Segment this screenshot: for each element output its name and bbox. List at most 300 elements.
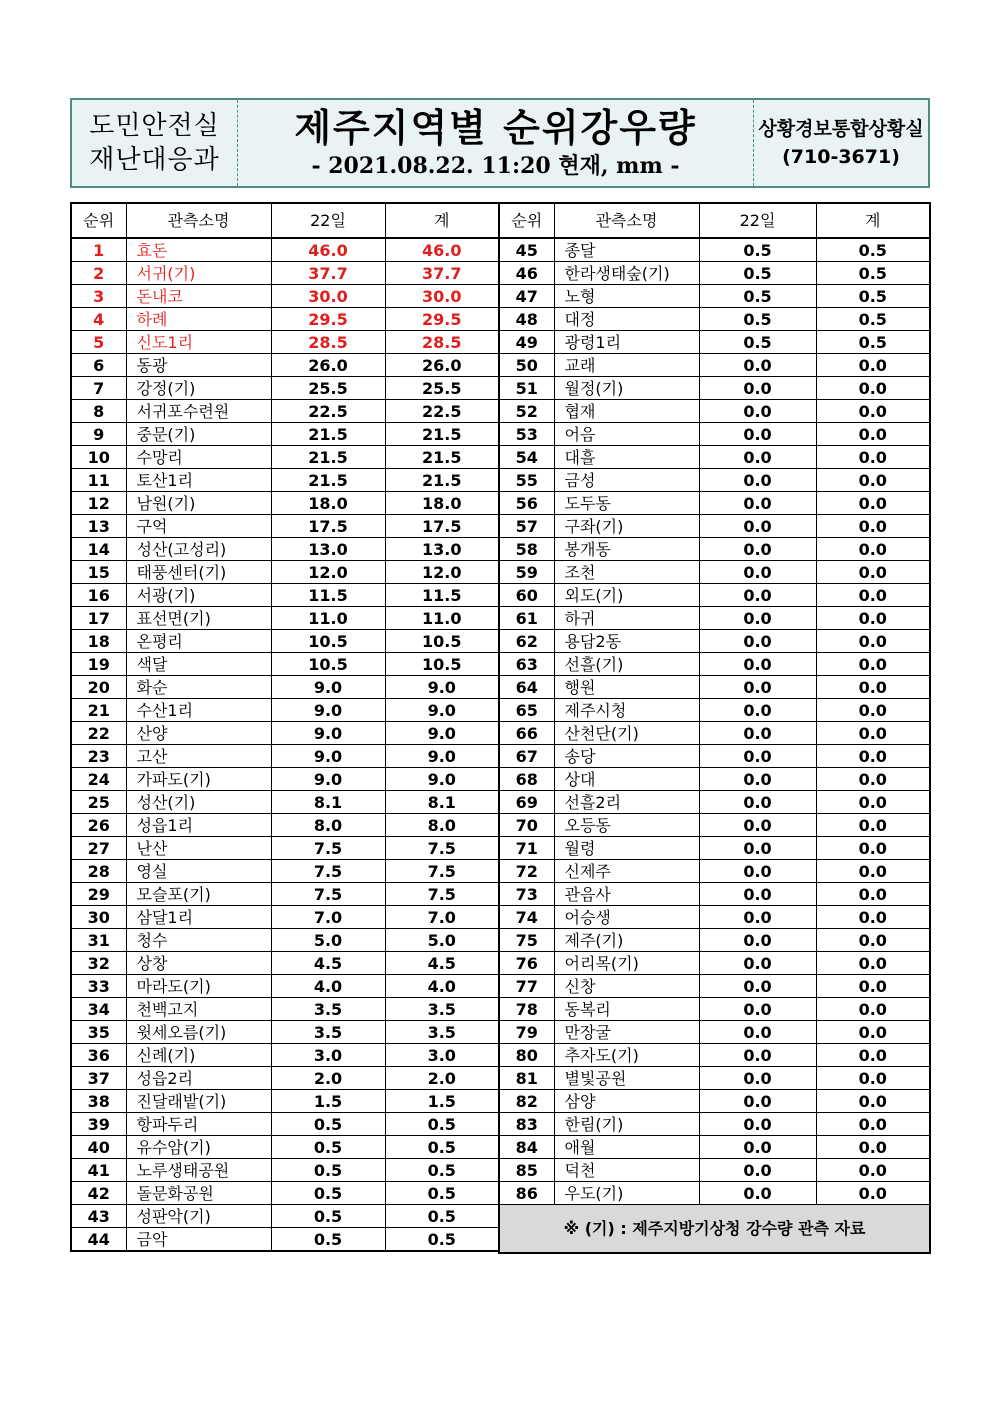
table-row [499, 653, 930, 676]
rank-cell: 23 [71, 745, 126, 768]
station-cell: 어승생 [554, 906, 699, 929]
day-rainfall-cell: 5.0 [271, 929, 385, 952]
total-rainfall-cell: 0.0 [816, 1021, 930, 1044]
rank-cell: 65 [499, 699, 554, 722]
table-row [499, 492, 930, 515]
page-title: 제주지역별 순위강우량 [294, 106, 697, 150]
day-rainfall-cell: 0.0 [699, 814, 816, 837]
table-row [499, 883, 930, 906]
rank-cell: 25 [71, 791, 126, 814]
total-rainfall-cell: 2.0 [385, 1067, 499, 1090]
table-row [499, 1159, 930, 1182]
total-rainfall-cell: 0.0 [816, 354, 930, 377]
table-row [71, 1136, 499, 1159]
station-cell: 성읍1리 [126, 814, 271, 837]
table-row [71, 722, 499, 745]
rank-cell: 45 [499, 238, 554, 262]
rank-cell: 35 [71, 1021, 126, 1044]
table-row [499, 469, 930, 492]
day-rainfall-cell: 0.0 [699, 492, 816, 515]
total-rainfall-cell: 0.0 [816, 561, 930, 584]
table-row [499, 538, 930, 561]
total-rainfall-cell: 18.0 [385, 492, 499, 515]
station-cell: 금악 [126, 1228, 271, 1252]
total-rainfall-cell: 10.5 [385, 630, 499, 653]
table-row [71, 331, 499, 354]
rank-cell: 7 [71, 377, 126, 400]
day-rainfall-cell: 9.0 [271, 699, 385, 722]
day-rainfall-cell: 0.0 [699, 722, 816, 745]
station-cell: 남원(기) [126, 492, 271, 515]
column-header-total: 계 [385, 203, 499, 238]
rank-cell: 15 [71, 561, 126, 584]
table-row [499, 630, 930, 653]
office-phone: (710-3671) [782, 146, 900, 168]
day-rainfall-cell: 0.0 [699, 699, 816, 722]
station-cell: 조천 [554, 561, 699, 584]
rank-cell: 13 [71, 515, 126, 538]
column-header-day: 22일 [699, 203, 816, 238]
table-row [499, 906, 930, 929]
table-header-row [71, 203, 499, 238]
station-cell: 돈내코 [126, 285, 271, 308]
table-row [499, 1067, 930, 1090]
rank-cell: 71 [499, 837, 554, 860]
station-cell: 마라도(기) [126, 975, 271, 998]
rank-cell: 31 [71, 929, 126, 952]
total-rainfall-cell: 0.0 [816, 699, 930, 722]
station-cell: 구억 [126, 515, 271, 538]
total-rainfall-cell: 0.0 [816, 722, 930, 745]
department-line-1: 도민안전실 [89, 111, 220, 141]
day-rainfall-cell: 26.0 [271, 354, 385, 377]
table-row [71, 860, 499, 883]
total-rainfall-cell: 21.5 [385, 469, 499, 492]
rank-cell: 27 [71, 837, 126, 860]
day-rainfall-cell: 0.0 [699, 584, 816, 607]
rank-cell: 10 [71, 446, 126, 469]
rank-cell: 29 [71, 883, 126, 906]
table-row [71, 676, 499, 699]
station-cell: 관음사 [554, 883, 699, 906]
table-row [499, 584, 930, 607]
table-row [499, 768, 930, 791]
day-rainfall-cell: 0.5 [271, 1136, 385, 1159]
station-cell: 용담2동 [554, 630, 699, 653]
day-rainfall-cell: 0.0 [699, 1159, 816, 1182]
rank-cell: 81 [499, 1067, 554, 1090]
station-cell: 상대 [554, 768, 699, 791]
rank-cell: 32 [71, 952, 126, 975]
total-rainfall-cell: 30.0 [385, 285, 499, 308]
office-name: 상황경보통합상황실 [758, 118, 924, 140]
total-rainfall-cell: 0.5 [816, 285, 930, 308]
station-cell: 동광 [126, 354, 271, 377]
day-rainfall-cell: 0.0 [699, 860, 816, 883]
total-rainfall-cell: 9.0 [385, 699, 499, 722]
rainfall-table-right [498, 202, 931, 1254]
table-row [499, 860, 930, 883]
total-rainfall-cell: 0.0 [816, 745, 930, 768]
total-rainfall-cell: 0.0 [816, 1182, 930, 1205]
total-rainfall-cell: 0.0 [816, 1090, 930, 1113]
day-rainfall-cell: 0.0 [699, 791, 816, 814]
station-cell: 상창 [126, 952, 271, 975]
total-rainfall-cell: 0.0 [816, 469, 930, 492]
table-row [499, 1182, 930, 1205]
table-row [71, 377, 499, 400]
day-rainfall-cell: 4.0 [271, 975, 385, 998]
day-rainfall-cell: 0.0 [699, 561, 816, 584]
table-row [71, 975, 499, 998]
station-cell: 금성 [554, 469, 699, 492]
day-rainfall-cell: 21.5 [271, 423, 385, 446]
table-row [71, 515, 499, 538]
total-rainfall-cell: 11.0 [385, 607, 499, 630]
table-row [71, 446, 499, 469]
rank-cell: 85 [499, 1159, 554, 1182]
total-rainfall-cell: 4.0 [385, 975, 499, 998]
page-subtitle: - 2021.08.22. 11:20 현재, mm - [311, 153, 680, 179]
table-row [499, 561, 930, 584]
total-rainfall-cell: 0.0 [816, 998, 930, 1021]
total-rainfall-cell: 12.0 [385, 561, 499, 584]
report-header [70, 98, 930, 188]
day-rainfall-cell: 9.0 [271, 768, 385, 791]
station-cell: 천백고지 [126, 998, 271, 1021]
rank-cell: 63 [499, 653, 554, 676]
table-row [71, 1159, 499, 1182]
table-row [71, 1090, 499, 1113]
rank-cell: 64 [499, 676, 554, 699]
station-cell: 신창 [554, 975, 699, 998]
table-row [499, 952, 930, 975]
day-rainfall-cell: 0.0 [699, 952, 816, 975]
day-rainfall-cell: 7.0 [271, 906, 385, 929]
station-cell: 교래 [554, 354, 699, 377]
day-rainfall-cell: 21.5 [271, 446, 385, 469]
total-rainfall-cell: 0.0 [816, 607, 930, 630]
rank-cell: 36 [71, 1044, 126, 1067]
rank-cell: 19 [71, 653, 126, 676]
day-rainfall-cell: 0.5 [271, 1113, 385, 1136]
day-rainfall-cell: 0.0 [699, 1113, 816, 1136]
total-rainfall-cell: 1.5 [385, 1090, 499, 1113]
total-rainfall-cell: 5.0 [385, 929, 499, 952]
total-rainfall-cell: 0.0 [816, 952, 930, 975]
rank-cell: 49 [499, 331, 554, 354]
day-rainfall-cell: 0.0 [699, 676, 816, 699]
station-cell: 한림(기) [554, 1113, 699, 1136]
total-rainfall-cell: 17.5 [385, 515, 499, 538]
day-rainfall-cell: 10.5 [271, 653, 385, 676]
rank-cell: 66 [499, 722, 554, 745]
total-rainfall-cell: 7.0 [385, 906, 499, 929]
rank-cell: 48 [499, 308, 554, 331]
rank-cell: 24 [71, 768, 126, 791]
column-header-rank: 순위 [71, 203, 126, 238]
table-row [499, 354, 930, 377]
rank-cell: 55 [499, 469, 554, 492]
total-rainfall-cell: 11.5 [385, 584, 499, 607]
day-rainfall-cell: 0.0 [699, 423, 816, 446]
rank-cell: 6 [71, 354, 126, 377]
total-rainfall-cell: 0.0 [816, 768, 930, 791]
rank-cell: 77 [499, 975, 554, 998]
station-cell: 색달 [126, 653, 271, 676]
day-rainfall-cell: 0.0 [699, 929, 816, 952]
table-row [71, 584, 499, 607]
rank-cell: 38 [71, 1090, 126, 1113]
total-rainfall-cell: 26.0 [385, 354, 499, 377]
table-row [499, 285, 930, 308]
note-row [499, 1205, 930, 1254]
table-row [71, 492, 499, 515]
table-row [499, 745, 930, 768]
rainfall-table-left [70, 202, 500, 1252]
table-row [71, 653, 499, 676]
rank-cell: 14 [71, 538, 126, 561]
station-cell: 서광(기) [126, 584, 271, 607]
day-rainfall-cell: 0.0 [699, 515, 816, 538]
rank-cell: 8 [71, 400, 126, 423]
rank-cell: 51 [499, 377, 554, 400]
table-row [71, 745, 499, 768]
station-cell: 하례 [126, 308, 271, 331]
station-cell: 추자도(기) [554, 1044, 699, 1067]
day-rainfall-cell: 0.0 [699, 745, 816, 768]
table-row [499, 676, 930, 699]
rank-cell: 73 [499, 883, 554, 906]
table-row [71, 400, 499, 423]
station-cell: 종달 [554, 238, 699, 262]
total-rainfall-cell: 0.5 [385, 1205, 499, 1228]
station-cell: 별빛공원 [554, 1067, 699, 1090]
day-rainfall-cell: 0.0 [699, 377, 816, 400]
table-row [71, 1113, 499, 1136]
total-rainfall-cell: 0.5 [816, 308, 930, 331]
table-row [71, 883, 499, 906]
total-rainfall-cell: 13.0 [385, 538, 499, 561]
rank-cell: 44 [71, 1228, 126, 1252]
rank-cell: 42 [71, 1182, 126, 1205]
day-rainfall-cell: 0.0 [699, 607, 816, 630]
table-row [499, 607, 930, 630]
table-row [71, 699, 499, 722]
total-rainfall-cell: 7.5 [385, 883, 499, 906]
day-rainfall-cell: 7.5 [271, 883, 385, 906]
total-rainfall-cell: 0.5 [816, 238, 930, 262]
rank-cell: 46 [499, 262, 554, 285]
day-rainfall-cell: 7.5 [271, 860, 385, 883]
rank-cell: 21 [71, 699, 126, 722]
station-cell: 어음 [554, 423, 699, 446]
total-rainfall-cell: 46.0 [385, 238, 499, 262]
station-cell: 어리목(기) [554, 952, 699, 975]
station-cell: 고산 [126, 745, 271, 768]
total-rainfall-cell: 0.0 [816, 791, 930, 814]
table-row [71, 538, 499, 561]
day-rainfall-cell: 9.0 [271, 676, 385, 699]
rank-cell: 30 [71, 906, 126, 929]
table-row [499, 1136, 930, 1159]
station-cell: 유수암(기) [126, 1136, 271, 1159]
rank-cell: 82 [499, 1090, 554, 1113]
table-row [71, 768, 499, 791]
total-rainfall-cell: 0.0 [816, 377, 930, 400]
rank-cell: 60 [499, 584, 554, 607]
station-cell: 삼양 [554, 1090, 699, 1113]
total-rainfall-cell: 28.5 [385, 331, 499, 354]
day-rainfall-cell: 0.5 [271, 1182, 385, 1205]
total-rainfall-cell: 10.5 [385, 653, 499, 676]
day-rainfall-cell: 3.5 [271, 998, 385, 1021]
rank-cell: 69 [499, 791, 554, 814]
total-rainfall-cell: 0.0 [816, 492, 930, 515]
rank-cell: 11 [71, 469, 126, 492]
total-rainfall-cell: 9.0 [385, 676, 499, 699]
table-row [71, 238, 499, 262]
rank-cell: 72 [499, 860, 554, 883]
table-row [71, 998, 499, 1021]
day-rainfall-cell: 0.0 [699, 906, 816, 929]
total-rainfall-cell: 0.5 [385, 1136, 499, 1159]
station-cell: 행원 [554, 676, 699, 699]
table-row [71, 354, 499, 377]
rank-cell: 2 [71, 262, 126, 285]
day-rainfall-cell: 3.5 [271, 1021, 385, 1044]
rank-cell: 70 [499, 814, 554, 837]
station-cell: 월정(기) [554, 377, 699, 400]
total-rainfall-cell: 0.0 [816, 929, 930, 952]
day-rainfall-cell: 0.0 [699, 768, 816, 791]
rank-cell: 37 [71, 1067, 126, 1090]
table-row [71, 952, 499, 975]
station-cell: 강정(기) [126, 377, 271, 400]
column-header-total: 계 [816, 203, 930, 238]
day-rainfall-cell: 0.0 [699, 1090, 816, 1113]
rank-cell: 54 [499, 446, 554, 469]
title-cell [238, 100, 754, 186]
rank-cell: 33 [71, 975, 126, 998]
station-cell: 온평리 [126, 630, 271, 653]
station-cell: 성읍2리 [126, 1067, 271, 1090]
rank-cell: 62 [499, 630, 554, 653]
rank-cell: 59 [499, 561, 554, 584]
table-row [499, 814, 930, 837]
station-cell: 표선면(기) [126, 607, 271, 630]
station-cell: 산천단(기) [554, 722, 699, 745]
day-rainfall-cell: 22.5 [271, 400, 385, 423]
table-row [499, 331, 930, 354]
office-cell [754, 100, 928, 186]
station-cell: 봉개동 [554, 538, 699, 561]
rank-cell: 78 [499, 998, 554, 1021]
footnote: ※ (기) : 제주지방기상청 강수량 관측 자료 [499, 1205, 930, 1254]
day-rainfall-cell: 37.7 [271, 262, 385, 285]
total-rainfall-cell: 0.0 [816, 814, 930, 837]
station-cell: 돌문화공원 [126, 1182, 271, 1205]
day-rainfall-cell: 9.0 [271, 745, 385, 768]
rank-cell: 76 [499, 952, 554, 975]
rank-cell: 86 [499, 1182, 554, 1205]
day-rainfall-cell: 7.5 [271, 837, 385, 860]
table-body-right [499, 238, 930, 1253]
total-rainfall-cell: 0.0 [816, 1159, 930, 1182]
table-row [499, 998, 930, 1021]
rank-cell: 9 [71, 423, 126, 446]
rank-cell: 53 [499, 423, 554, 446]
day-rainfall-cell: 0.0 [699, 653, 816, 676]
table-body-left [71, 238, 499, 1251]
rank-cell: 50 [499, 354, 554, 377]
table-row [71, 1182, 499, 1205]
day-rainfall-cell: 0.0 [699, 837, 816, 860]
table-row [499, 400, 930, 423]
day-rainfall-cell: 25.5 [271, 377, 385, 400]
total-rainfall-cell: 0.5 [385, 1182, 499, 1205]
total-rainfall-cell: 0.0 [816, 837, 930, 860]
total-rainfall-cell: 3.0 [385, 1044, 499, 1067]
station-cell: 성산(기) [126, 791, 271, 814]
rank-cell: 40 [71, 1136, 126, 1159]
total-rainfall-cell: 0.5 [385, 1113, 499, 1136]
table-row [499, 446, 930, 469]
table-row [71, 1021, 499, 1044]
station-cell: 청수 [126, 929, 271, 952]
table-row [71, 469, 499, 492]
rank-cell: 80 [499, 1044, 554, 1067]
day-rainfall-cell: 0.0 [699, 1021, 816, 1044]
rank-cell: 4 [71, 308, 126, 331]
rank-cell: 17 [71, 607, 126, 630]
total-rainfall-cell: 0.0 [816, 515, 930, 538]
station-cell: 노루생태공원 [126, 1159, 271, 1182]
total-rainfall-cell: 25.5 [385, 377, 499, 400]
station-cell: 오등동 [554, 814, 699, 837]
table-row [499, 1113, 930, 1136]
rank-cell: 1 [71, 238, 126, 262]
day-rainfall-cell: 9.0 [271, 722, 385, 745]
rank-cell: 67 [499, 745, 554, 768]
total-rainfall-cell: 4.5 [385, 952, 499, 975]
day-rainfall-cell: 0.0 [699, 469, 816, 492]
day-rainfall-cell: 0.0 [699, 1044, 816, 1067]
rank-cell: 79 [499, 1021, 554, 1044]
day-rainfall-cell: 0.5 [699, 238, 816, 262]
day-rainfall-cell: 0.0 [699, 883, 816, 906]
day-rainfall-cell: 21.5 [271, 469, 385, 492]
station-cell: 서귀(기) [126, 262, 271, 285]
day-rainfall-cell: 12.0 [271, 561, 385, 584]
table-row [71, 1205, 499, 1228]
rank-cell: 57 [499, 515, 554, 538]
day-rainfall-cell: 0.0 [699, 975, 816, 998]
station-cell: 덕천 [554, 1159, 699, 1182]
table-row [499, 262, 930, 285]
day-rainfall-cell: 8.1 [271, 791, 385, 814]
rank-cell: 58 [499, 538, 554, 561]
rank-cell: 16 [71, 584, 126, 607]
station-cell: 도두동 [554, 492, 699, 515]
table-row [71, 607, 499, 630]
day-rainfall-cell: 46.0 [271, 238, 385, 262]
table-row [71, 1044, 499, 1067]
station-cell: 영실 [126, 860, 271, 883]
station-cell: 노형 [554, 285, 699, 308]
total-rainfall-cell: 8.1 [385, 791, 499, 814]
day-rainfall-cell: 0.5 [271, 1228, 385, 1252]
